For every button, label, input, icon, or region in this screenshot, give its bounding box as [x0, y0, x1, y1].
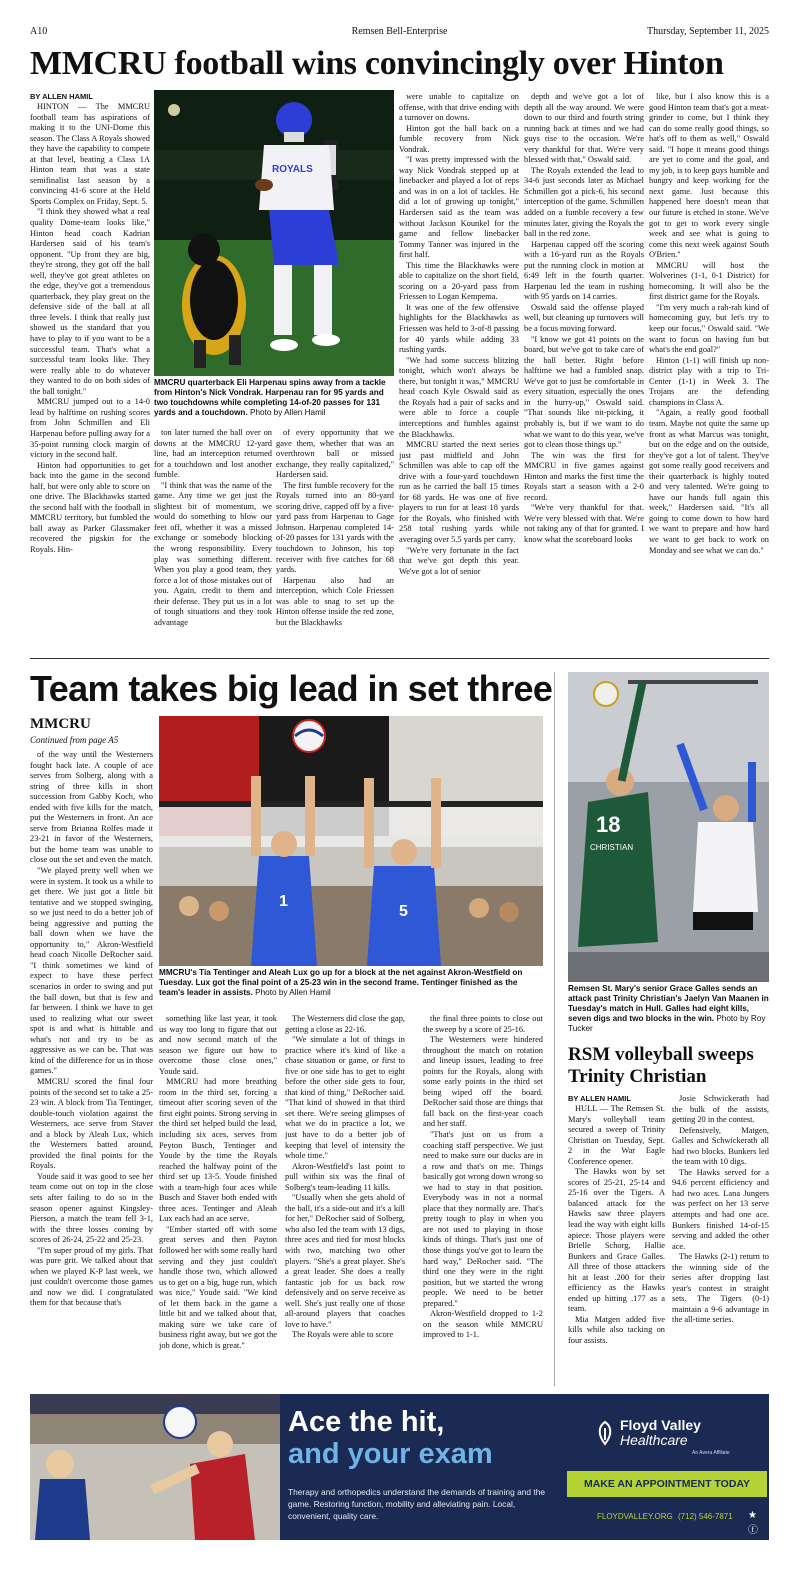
- floyd-valley-logo-icon: [595, 1420, 615, 1446]
- paragraph: depth and we've got a lot of depth all the way around. We were down to our third and fourth string running back at times and we had guys rise to the occasion. We're very thankful for that. We're very blessed with that," Oswald said.: [524, 92, 644, 165]
- story1-photo-caption: [154, 378, 394, 420]
- paragraph: HINTON — The MMCRU football team has aspirations of making it to the UNI-Dome this season. The Class A Royals showed they have the capability to compete at that level, beating a Class 1A Hinton team that was a state semifinalist last season by a convincing 41-6 score at the Held Sports Complex on Friday, Sept. 5.: [30, 102, 150, 206]
- story2-continued: Continued from page A5: [30, 735, 119, 745]
- ad-brand-affiliate: An Avera Affiliate: [692, 1450, 730, 1456]
- paragraph: Oswald said the offense played well, but cleaning up turnovers will be a focus moving forward.: [524, 302, 644, 334]
- paragraph: "Ember started off with some great serves and then Payton followed her with some really hard serving and they just couldn't handle those two, which allowed us to get on a big, huge run, which was nice," Youde said. "We kind of let them back in the game a little bit and we talked about that, making sure we take care of business right away, but we got the job done, which is great.": [159, 1224, 277, 1350]
- story2-caption-text: MMCRU's Tia Tentinger and Aleah Lux go up for a block at the net against Akron-Westfield on Tuesday. Lux got the final point of a 25-23 win in the second frame. Tentinger finished as the team's leader in assists.: [159, 968, 523, 997]
- section-divider: [30, 658, 769, 659]
- paragraph: ton later turned the ball over on downs at the MMCRU 12-yard line, had an interception returned for a touchdown and lost another fumble.: [154, 428, 272, 480]
- story3-photo-caption: [568, 984, 769, 1038]
- page-header: [30, 26, 769, 40]
- ad-title-line1: Ace the hit,: [288, 1406, 445, 1438]
- svg-text:18: 18: [596, 812, 621, 837]
- svg-text:1: 1: [279, 893, 288, 910]
- story2-col4-text: [423, 1014, 543, 1341]
- ad-volleyball-photo: [30, 1394, 280, 1540]
- paragraph: Josie Schwickerath had the bulk of the assists, getting 20 in the contest.: [672, 1094, 769, 1125]
- paragraph: like, but I also know this is a good Hinton team that's got a meat-grinder to come, but I think they can do some really good things, so hat's off to them as well," Oswald said. "I hope it means good things are yet to come and the goal, and my job, is to keep guys humble and hungry and keep working for the next game. Just because this happened here doesn't mean that our future is etched in stone. We've got to get to work every single week and see what is going to come this next week against South O'Brien.": [649, 92, 769, 260]
- story1-column-2: [154, 428, 272, 650]
- paragraph: MMCRU will host the Wolverines (1-1, 0-1 District) for homecoming. It will also be the first district game for the Royals.: [649, 260, 769, 302]
- paragraph: "We played pretty well when we were in system. It took us a while to get there. We just got a little bit tentative and we stopped swinging, so we just need to do a better job of being aggressive and putting the ball down when we have the opportunity to," Akron-Westfield head coach Nicolle DeRocher said. "I think sometimes we kind of expect to have these perfect scenarios in order to swing and put the ball down, but that is few and far between. I think we have to get used to realizing what our sweet spot is and what is hittable and what's not and try to be as aggressive as we can be. That was kind of the difference for us in those games.": [30, 866, 153, 1076]
- story2-col2-text: [159, 1014, 277, 1352]
- paragraph: The Royals were able to score: [292, 1330, 394, 1340]
- story2-photo-credit: Photo by Allen Hamil: [255, 988, 331, 997]
- story2-headline: Team takes big lead in set three: [30, 668, 553, 709]
- paragraph: Harpenau capped off the scoring with a 16-yard run as the Royals put the running clock in motion at 6:49 left in the fourth quarter. Harpenau led the team in rushing with 95 yards on 14 carries.: [524, 239, 644, 302]
- publication-name: Remsen Bell-Enterprise: [351, 26, 448, 37]
- paragraph: The Hawks served for a 94.6 percent efficiency and had two aces. Lana Jungers was perfect on her 13 serve attempts and had one ace. Bunkers finished 14-of-15 serving and added the other ace.: [672, 1167, 769, 1251]
- paragraph: Defensively, Matgen, Galles and Schwickerath all had two blocks. Bunkers led the team with 10 digs.: [672, 1125, 769, 1167]
- story3-photo-credit: Photo by Roy Tucker: [568, 1014, 766, 1033]
- story1-byline: BY ALLEN HAMIL: [30, 92, 93, 101]
- ad-body-text: Therapy and orthopedics understand the demands of training and the game. Restoring function, mobility and alleviating pain. Local, convenient, quality care.: [288, 1487, 546, 1521]
- story3-headline: RSM volleyball sweeps Trinity Christian: [568, 1044, 754, 1087]
- paragraph: were unable to capitalize on offense, with that drive ending with a turnover on downs.: [399, 92, 519, 123]
- story2-column-3: [285, 1014, 405, 1386]
- paragraph: of every opportunity that we gave them, whether that was an overthrown ball or missed exchange, they really capitalized," Hardersen said.: [276, 428, 394, 480]
- paragraph: "I was pretty impressed with the way Nick Vondrak stepped up at linebacker and played a lot of reps and was in on a lot of tackles. He did a lot of growing up tonight," Hardersen said as the team was without Jackson Kounkel for the game and fellow linebacker Tommy Tanner was injured in the first half.: [399, 155, 519, 260]
- paragraph: Mia Matgen added five kills while also tacking on four assists.: [568, 1314, 665, 1346]
- story1-col5-text: [524, 92, 644, 546]
- story3-column-2: [672, 1094, 769, 1386]
- paragraph: Hinton got the ball back on a fumble recovery from Nick Vondrak.: [399, 123, 519, 154]
- paragraph: Akron-Westfield dropped to 1-2 on the season while MMCRU improved to 1-1.: [423, 1309, 543, 1340]
- paragraph: MMCRU scored the final four points of the second set to take a 25-23 win. A block from Tia Tentinger, double-touch violation against the Westerners, ace serve from Staver and a block by Aleah Lux, which the Westerners batted around, provided the final points for the Royals.: [30, 1076, 153, 1171]
- make-appointment-button[interactable]: MAKE AN APPOINTMENT TODAY: [567, 1471, 767, 1497]
- paragraph: "I know we got 41 points on the board, but we've got to take care of the ball better. Right before halftime we had a fumbled snap. We've got to just be comfortable in every situation, especially the ones in the hurry-up," Oswald said. "That sounds like nit-picking, it probably is, but if we want to do what we want to do this year, we've got to clean those things up.": [524, 334, 644, 450]
- story2-kicker: MMCRU: [30, 716, 91, 732]
- paragraph: "Usually when she gets ahold of the ball, it's a side-out and it's a kill for her," DeRocher said of Solberg, who also led the team with 13 digs, three aces and tied for most blocks with two, matching two other players. "She's a great player. She's a great leader. She does a really fantastic job for us back row defensively and on serve receive as well. She's just really one of those all-around players that coaches love to have.": [285, 1193, 405, 1329]
- paragraph: "Again, a really good football team. Maybe not quite the same up front as what Marcus was tonight, but on the edge and on the outside, they've got a lot of talent. They've got some really good receivers and their quarterback is highly touted and very talented. We're going to have our hands full again this week," Hardersen said. "It's all going to come down to how hard we want to prepare and how hard we want to get back to work on Monday and see what we can do.": [649, 408, 769, 555]
- paragraph: "I'm super proud of my girls. That was pure grit. We talked about that when we played K-P last week, we just couldn't overcome those games and now we did. I congratulated them for that because that's: [30, 1245, 153, 1308]
- story1-col4-text: [399, 92, 519, 577]
- ad-social-icons[interactable]: ★ ⓕ: [748, 1510, 758, 1536]
- story3-volleyball-photo: [568, 672, 769, 982]
- ad-website-link[interactable]: FLOYDVALLEY.ORG: [597, 1512, 673, 1521]
- column-divider: [554, 672, 555, 1386]
- ad-title-line2: and your exam: [288, 1438, 493, 1470]
- paragraph: The Westerners were hindered throughout the match on rotation and lineup issues, leading to free points for the Royals, along with some early points in the third set being wiped off the board. DeRocher said those are things that fall back on the first-year coach and her staff.: [423, 1035, 543, 1129]
- paragraph: "We simulate a lot of things in practice where it's kind of like a chase situation or game, or first to five or one side has to get to eight before the other side gets to four, that kind of thing," DeRocher said. "That kind of showed in that third set there. We're seeing glimpses of what we do in practice a lot, we just have to do a better job of keeping that level of intensity the whole time.": [285, 1035, 405, 1161]
- paragraph: "I think that was the name of the game. Any time we get just the slightest bit of momentum, we would do something to blow our feet off, whether it was a missed exchange or somebody blocking the wrong responsibility. Every play was something different. When you play a good team, they force a lot of those mistakes out of you. Again, credit to them and their defense. They put us in a lot of tough situations and they took advantage: [154, 480, 272, 627]
- story2-col1-text: [30, 750, 153, 1309]
- story1-column-1: [30, 92, 150, 650]
- ad-phone-number[interactable]: (712) 546-7871: [678, 1512, 733, 1521]
- story1-column-3: [276, 428, 394, 650]
- paragraph: "We had some success blitzing tonight, which won't always be there, but tonight it was," MMCRU head coach Kyle Oswald said as the Royals had a pair of sacks and were able to force a couple interceptions and fumbles against the Blackhawks.: [399, 355, 519, 439]
- paragraph: the final three points to close out the sweep by a score of 25-16.: [423, 1014, 543, 1034]
- story2-column-1: [30, 750, 153, 1386]
- story3-column-1: [568, 1094, 665, 1386]
- ad-brand-name: Floyd Valley: [620, 1417, 701, 1433]
- paragraph: Hinton (1-1) will finish up non-district play with a trip to Tri-Center (1-1) in Week 3. The Trojans are the defending champions in Class A.: [649, 355, 769, 407]
- story2-column-2: [159, 1014, 277, 1386]
- story1-photo-credit: Photo by Allen Hamil: [250, 408, 326, 417]
- paragraph: "I think they showed what a real quality Dome-team looks like," Hinton head coach Kadrian Hardersen said of his team's opponent. "Up front they are big, they're strong, they got off the ball well, they've got great athletes on the edge, they've got a tremendous quarterback, they play great on the defensive side of the ball at all three levels. I think that really just showed us the standard that you have to play to if you want to be a successful team. That's what a successful team looks like. They were really able to do whatever they wanted to do on both sides of the ball tonight.": [30, 207, 150, 396]
- paragraph: The Hawks won by set scores of 25-21, 25-14 and 25-16 over the Tigers. A balanced attack for the Hawks saw three players lead the way with eight kills apiece. Those players were Brielle Schorg, Hallie Bunkers and Grace Galles. All three of those attackers hit at least .200 for their efficiency as the Hawks ended up hitting .177 as a team.: [568, 1167, 665, 1314]
- paragraph: Akron-Westfield's last point to pull within six was the final of Solberg's team-leading 11 kills.: [285, 1161, 405, 1192]
- paragraph: The win was the first for MMCRU in five games against Hinton and marks the first time the Royals start a season with a 2-0 record.: [524, 450, 644, 502]
- story1-column-4: [399, 92, 519, 650]
- paragraph: MMCRU jumped out to a 14-0 lead by halftime on rushing scores from John Schmillen and Eli Harpenau before pulling away for a 35-point running clock margin of victory in the second half.: [30, 397, 150, 460]
- paragraph: Youde said it was good to see her team come out on top in the close sets after failing to do so in the season opener against Kingsley-Pierson, a match the team fell 3-1, with the three losses coming by scores of 26-24, 25-22 and 25-23.: [30, 1171, 153, 1245]
- paragraph: MMCRU had more breathing room in the third set, forcing a timeout after scoring seven of the first eight points. Strong serving in the third set helped build the lead, including six aces, serves from Peyton Busch, Tentinger and Youde by the time the Royals reached the halfway point of the third set up 13-5. Youde finished with a team-high four aces while Busch and Staver both ended with three aces. Tentinger and Aleah Lux each had an ace serve.: [159, 1077, 277, 1224]
- paragraph: The Royals extended the lead to 34-6 just seconds later as Michael Schmillen got a pick-6, his second interception of the game. Schmillen added on a fumble recovery a few minutes later, giving the Royals the ball in the red zone.: [524, 165, 644, 239]
- svg-text:5: 5: [399, 903, 408, 920]
- paragraph: something like last year, it took us way too long to figure that out and now second match of the season we figure out how to overcome those close ones," Youde said.: [159, 1014, 277, 1076]
- issue-date: Thursday, September 11, 2025: [646, 26, 769, 37]
- story2-col3-text: [285, 1014, 405, 1341]
- story1-col3-text: [276, 428, 394, 628]
- paragraph: The Westerners did close the gap, getting a close as 22-16.: [285, 1014, 405, 1034]
- story3-byline: BY ALLEN HAMIL: [568, 1094, 631, 1103]
- story2-volleyball-photo: [159, 716, 543, 966]
- svg-text:ROYALS: ROYALS: [272, 164, 313, 175]
- paragraph: The first fumble recovery for the Royals turned into an 80-yard scoring drive, capped off by a five-yard pass from Harpenau to Gage Johnson. Harpenau completed 14-of-20 passes for 131 yards with the touchdown to Johnson, his top receiver with five catches for 68 yards.: [276, 480, 394, 575]
- story1-caption-text: MMCRU quarterback Eli Harpenau spins away from a tackle from Hinton's Nick Vondrak. Harpenau ran for 95 yards and two touchdowns while completing 14-of-20 passes for 131 yards and a touchdown.: [154, 378, 386, 417]
- paragraph: This time the Blackhawks were able to capitalize on the short field, scoring on a 20-yard pass from Friessen to Logan Kempema.: [399, 260, 519, 302]
- story2-photo-caption: [159, 968, 543, 1002]
- story1-football-photo: [154, 90, 394, 376]
- story1-col6-text: [649, 92, 769, 556]
- story1-column-6: [649, 92, 769, 650]
- paragraph: The Hawks (2-1) return to the winning side of the series after dropping last year's contest in straight sets. The Tigers (0-1) maintain a 9-6 advantage in the all-time series.: [672, 1252, 769, 1325]
- story3-caption-text: Remsen St. Mary's senior Grace Galles sends an attack past Trinity Christian's Jaelyn Van Maanen in Tuesday's match in Hull. Galles had eight kills, seven digs and two blocks in the win.: [568, 984, 769, 1023]
- paragraph: HULL — The Remsen St. Mary's volleyball team secured a sweep of Trinity Christian on Tuesday, Sept. 2 in the War Eagle Conference opener.: [568, 1104, 665, 1166]
- story1-col2-text: [154, 428, 272, 628]
- story1-headline: MMCRU football wins convincingly over Hinton: [30, 45, 724, 82]
- page-number: A10: [30, 26, 48, 37]
- svg-text:CHRISTIAN: CHRISTIAN: [590, 843, 634, 852]
- paragraph: "I'm very much a rah-rah kind of homecoming guy, but let's try to keep our focus," Oswald said. "We want to focus on having fun but what's the end goal?": [649, 302, 769, 355]
- paragraph: "We're very thankful for that. We're very blessed with that. We're not taking any of that for granted. I know what the scoreboard looks: [524, 503, 644, 544]
- paragraph: Harpenau also had an interception, which Cole Friessen was able to snag to set up the Hinton offense inside the red zone, but the Blackhawks: [276, 575, 394, 627]
- story1-col1-text: [30, 102, 150, 556]
- paragraph: "That's just on us from a coaching staff perspective. We just need to make sure our ducks are in a row and that's on me. Things basically got wrong down wrong so we had to stay in that position. Everybody was in not a normal place that they normally are. That's pretty tough to play in when you are not used to playing in those kinds of things. That's just one of those things you've got to learn the hard way," DeRocher said. "The third one they were in the right position, but we started the wrong people. We need to be better prepared.": [423, 1130, 543, 1308]
- story3-col2-text: [672, 1094, 769, 1326]
- story1-column-5: [524, 92, 644, 650]
- paragraph: of the way until the Westerners fought back late. A couple of ace serves from Solberg, along with a string of three kills in short succession from Gabby Koch, who ended with five kills for the match, put the Westerners in front. An ace serve from Brianna Rolfes made it 23-21 in favor of the Westerners, but the home team was unable to close out the set and even the match.: [30, 750, 153, 865]
- floyd-valley-ad[interactable]: [30, 1394, 769, 1540]
- paragraph: Hinton had opportunities to get back into the game in the second half, but were only able to score on one drive. The Blackhawks started the second half with the football in MMCRU territory, but fumbled the ball away as Parker Glassmaker recovered the pigskin for the Royals. Hin-: [30, 460, 150, 554]
- story3-col1-text: [568, 1104, 665, 1347]
- paragraph: It was one of the few offensive highlights for the Blackhawks as Friessen was held to 3-of-8 passing for 40 yards while adding 33 rushing yards.: [399, 302, 519, 355]
- paragraph: MMCRU started the next series just past midfield and John Schmillen was able to cap off the drive with a four-yard touchdown run as he carried the ball 15 times for 68 yards. He was one of five players to run for at least 18 yards for the Royals, who finished with 258 total rushing yards while averaging over 5.5 yards per carry.: [399, 440, 519, 544]
- paragraph: "We're very fortunate in the fact that we've got depth this year. We've got a lot of senior: [399, 545, 519, 576]
- ad-brand-healthcare: Healthcare: [620, 1432, 688, 1448]
- story2-column-4: [423, 1014, 543, 1386]
